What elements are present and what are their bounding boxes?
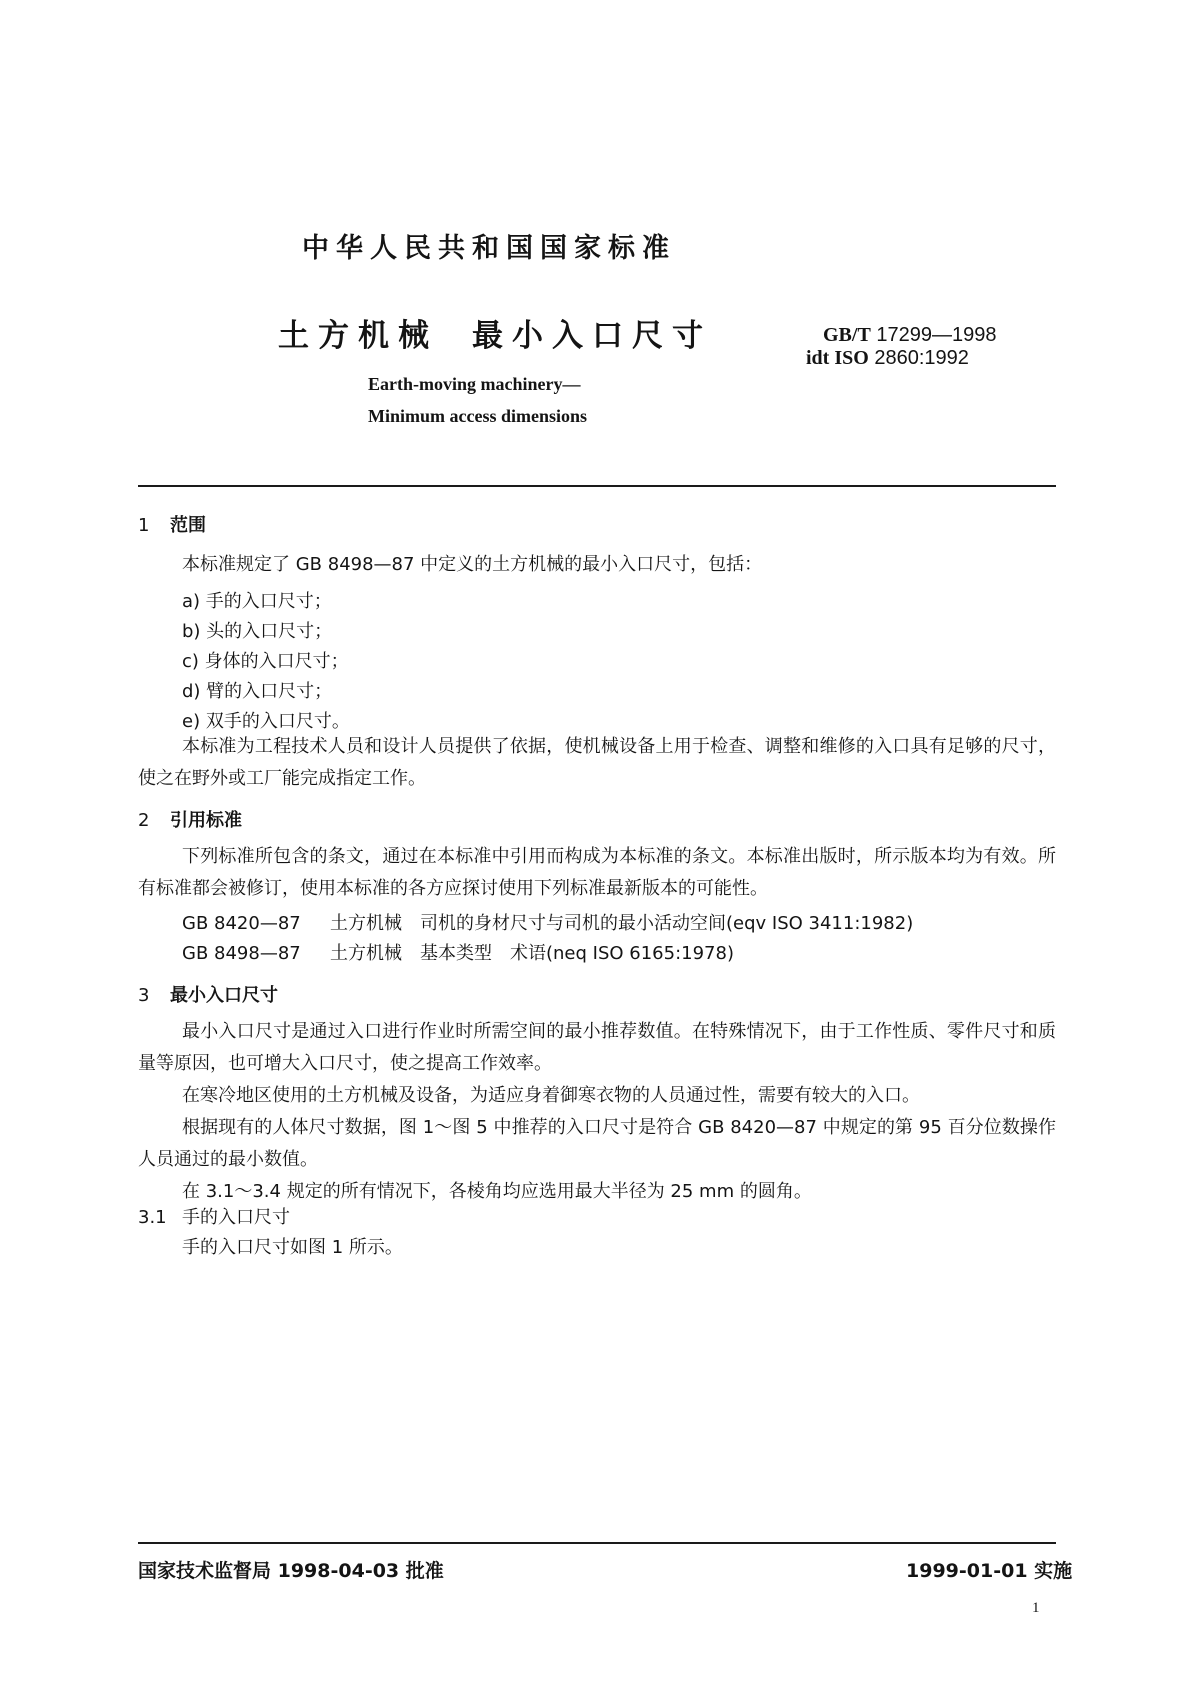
section-3-heading — [138, 981, 278, 1007]
implementation-date: 1999-01-01 实施 — [906, 1560, 1073, 1582]
section-3-paragraph-4: 在 3.1～3.4 规定的所有情况下，各棱角均应选用最大半径为 25 mm 的圆角。 — [182, 1181, 812, 1202]
national-standard-heading: 中华人民共和国国家标准 — [302, 233, 676, 264]
reference-item — [182, 909, 913, 935]
standard-code — [823, 324, 996, 347]
section-3-paragraph-3: 根据现有的人体尺寸数据，图 1～图 5 中推荐的入口尺寸是符合 GB 8420—87 中规定的第 95 百分位数操作人员通过的最小数值。 — [138, 1117, 1056, 1170]
approval-date: 国家技术监督局 1998-04-03 批准 — [138, 1560, 444, 1582]
section-1-paragraph: 本标准为工程技术人员和设计人员提供了依据，使机械设备上用于检查、调整和维修的入口具有足够的尺寸，使之在野外或工厂能完成指定工作。 — [138, 736, 1056, 789]
section-1-heading — [138, 511, 206, 537]
page-number: 1 — [1032, 1600, 1040, 1616]
list-item: d) 臂的入口尺寸； — [182, 681, 333, 702]
subsection-3-1-heading — [138, 1203, 290, 1229]
reference-text: 土方机械 基本类型 术语(neq ISO 6165:1978) — [330, 943, 734, 964]
list-item: b) 头的入口尺寸； — [182, 621, 333, 642]
document-title-en-line1: Earth-moving machinery— — [368, 374, 581, 394]
subsection-3-1-title: 手的入口尺寸 — [182, 1207, 290, 1228]
section-2-heading — [138, 806, 242, 832]
list-item: c) 身体的入口尺寸； — [182, 651, 349, 672]
list-item: a) 手的入口尺寸； — [182, 591, 332, 612]
section-3-number: 3 — [138, 985, 150, 1006]
section-2-title: 引用标准 — [170, 810, 242, 831]
section-2-number: 2 — [138, 810, 150, 831]
section-2-paragraph: 下列标准所包含的条文，通过在本标准中引用而构成为本标准的条文。本标准出版时，所示版本均为有效。所有标准都会被修订，使用本标准的各方应探讨使用下列标准最新版本的可能性。 — [138, 846, 1056, 899]
subsection-3-1-number: 3.1 — [138, 1207, 167, 1228]
section-1-intro: 本标准规定了 GB 8498—87 中定义的土方机械的最小入口尺寸，包括： — [182, 554, 763, 575]
idt-reference — [806, 347, 969, 370]
reference-code: GB 8420—87 — [182, 913, 301, 934]
footer-divider — [138, 1542, 1056, 1544]
document-title-cn — [278, 310, 712, 355]
title-cn-part2: 最小入口尺寸 — [472, 318, 712, 354]
document-title-en-line2: Minimum access dimensions — [368, 406, 588, 426]
idt-prefix: idt ISO — [806, 347, 869, 369]
reference-item — [182, 939, 734, 965]
section-3-paragraph-2: 在寒冷地区使用的土方机械及设备，为适应身着御寒衣物的人员通过性，需要有较大的入口。 — [182, 1085, 920, 1106]
section-1-title: 范围 — [170, 515, 206, 536]
section-1-number: 1 — [138, 515, 150, 536]
title-cn-part1: 土方机械 — [278, 318, 438, 354]
header-divider — [138, 485, 1056, 487]
reference-text: 土方机械 司机的身材尺寸与司机的最小活动空间(eqv ISO 3411:1982) — [330, 913, 914, 934]
reference-code: GB 8498—87 — [182, 943, 301, 964]
idt-number: 2860:1992 — [874, 347, 969, 369]
std-prefix: GB/T — [823, 324, 871, 346]
std-number: 17299—1998 — [876, 324, 997, 346]
section-3-title: 最小入口尺寸 — [170, 985, 278, 1006]
list-item: e) 双手的入口尺寸。 — [182, 711, 350, 732]
section-3-paragraph-1: 最小入口尺寸是通过入口进行作业时所需空间的最小推荐数值。在特殊情况下，由于工作性质、零件尺寸和质量等原因，也可增大入口尺寸，使之提高工作效率。 — [138, 1021, 1056, 1074]
subsection-3-1-text: 手的入口尺寸如图 1 所示。 — [182, 1237, 403, 1258]
